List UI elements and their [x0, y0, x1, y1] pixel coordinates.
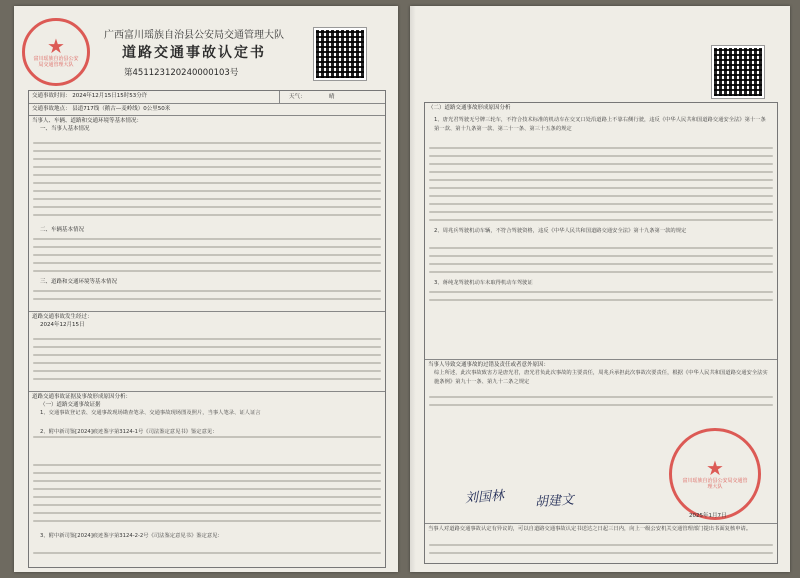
seal-text: 富川瑶族自治县公安局交通管理大队: [682, 478, 748, 490]
qr-code-icon: [712, 46, 764, 98]
row-time: [29, 91, 385, 103]
weather-value: 晴: [329, 94, 335, 100]
cause-paragraph-2: 2、周兆兵驾驶机动车辆，不符合驾驶资格，违反《中华人民共和国道路交通安全法》第十九条第一款的规定: [434, 228, 687, 234]
officer-signature-2: 胡建文: [534, 492, 575, 511]
seal-text: 富川瑶族自治县公安局交通管理大队: [33, 56, 79, 68]
row-cause-analysis: [425, 103, 777, 359]
document-title: 道路交通事故认定书: [122, 45, 266, 61]
liability-heading: 当事人导致交通事故的过错及责任或者意外原因：: [428, 362, 550, 368]
evidence-subheading: （一）道路交通事故证据: [40, 402, 101, 408]
section-road: 三、道路和交通环境等基本情况: [40, 279, 118, 285]
officer-signature-1: 刘国林: [464, 488, 505, 507]
qr-code-icon: [314, 28, 366, 80]
left-document-page: [14, 6, 398, 572]
course-date: 2024年12月15日: [40, 322, 85, 328]
row-place: [29, 103, 385, 115]
evidence-item-1: 1、交通事故登记表、交通事故现场勘查笔录、交通事故现场图及照片，当事人笔录、证人证言: [40, 410, 261, 416]
row-basic-info: [29, 115, 385, 311]
place-value: 县道717线（鹅古—麦岭线）0公里50米: [72, 106, 171, 112]
time-label: 交通事故时间：: [32, 93, 71, 99]
official-red-seal: [22, 18, 90, 86]
course-heading: 道路交通事故发生经过：: [32, 314, 93, 320]
evidence-item-2: 2、附中新司鉴[2024]痕迹鉴字第3124-1号《司法鉴定意见书》鉴定意见：: [40, 428, 218, 435]
cause-paragraph-1: 1、唐光君驾驶无号牌三轮车，不符合技术标准的机动车在交叉口处沿道路上不靠右侧行驶，违反《中华人民共和国道路交通安全法》第十一条第一款、第十九条第一款、第二十一条、第三十五条的规定: [434, 117, 766, 132]
evidence-item-3: 3、附中新司鉴[2024]痕迹鉴字第3124-2-2号《司法鉴定意见书》鉴定意见：: [40, 533, 223, 539]
accident-form-left: [28, 90, 386, 568]
row-footer-notice: [425, 523, 777, 563]
liability-text: 综上所述，此次事故致害方是唐光君，唐光君负此次事故的主要责任，周兆兵承担此次事故次要责任，根据《中华人民共和国道路交通安全法实施条例》第九十一条、第九十二条之规定: [434, 370, 768, 385]
seal-date: 2025年1月7日: [689, 513, 727, 519]
evidence-heading: 道路交通事故证据及事故形成原因分析：: [32, 394, 132, 400]
section-parties: 一、当事人基本情况: [40, 126, 90, 132]
row-evidence: [29, 391, 385, 567]
document-number: 第451123120240000103号: [124, 68, 239, 78]
accident-form-right: [424, 102, 778, 564]
place-label: 交通事故地点：: [32, 106, 71, 112]
weather-label: 天气：: [289, 94, 306, 100]
section-vehicles: 二、车辆基本情况: [40, 227, 85, 233]
issuing-organization: 广西富川瑶族自治县公安局交通管理大队: [104, 30, 284, 41]
right-document-page: [410, 6, 790, 572]
star-icon: ★: [706, 456, 724, 480]
cause-paragraph-3: 3、蒋纯龙驾驶机动车未取得机动车驾驶证: [434, 280, 533, 286]
row-liability: [425, 359, 777, 523]
footer-notice: 当事人对道路交通事故认定有异议的，可以自道路交通事故认定书送达之日起三日内，向上一级公安机关交通管理部门提出书面复核申请。: [428, 526, 752, 532]
official-red-seal-right: [669, 428, 761, 520]
basic-info-heading: 当事人、车辆、道路和交通环境等基本情况：: [32, 118, 143, 124]
row-accident-course: [29, 311, 385, 391]
time-value: 2024年12月15日15时53分许: [72, 93, 148, 99]
cause-heading: （二）道路交通事故形成原因分析: [428, 105, 511, 111]
star-icon: ★: [47, 34, 65, 58]
